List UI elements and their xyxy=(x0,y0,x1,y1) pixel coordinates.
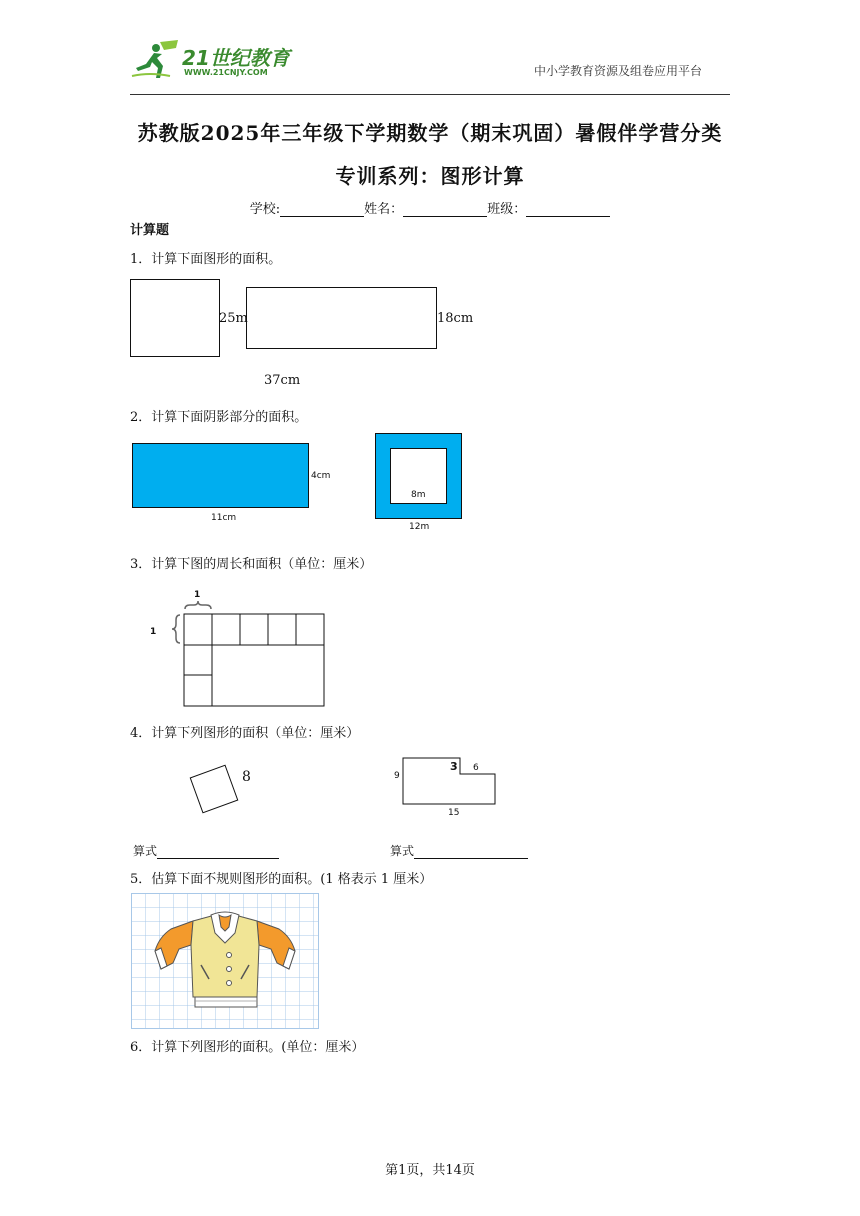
q2-text: 2．计算下面阴影部分的面积。 xyxy=(130,410,308,425)
q2-rect-width-label: 11cm xyxy=(211,513,237,523)
q4-square-label: 8 xyxy=(242,769,251,785)
logo xyxy=(130,38,300,84)
q4-left-label: 9 xyxy=(394,771,400,781)
q4-text: 4．计算下列图形的面积（单位：厘米） xyxy=(130,726,360,741)
logo-text: 21世纪教育 xyxy=(182,46,290,70)
q1-rect-height-label: 18cm xyxy=(437,311,474,326)
q1-square xyxy=(130,279,220,357)
name-label: 姓名： xyxy=(364,202,404,217)
q3-side-label: 1 xyxy=(150,627,157,637)
q4-formula-label: 算式 xyxy=(133,844,158,858)
q5-text: 5．估算下面不规则图形的面积。(1 格表示 1 厘米） xyxy=(130,872,433,887)
q2-inner-label: 8m xyxy=(411,490,426,500)
q2-rect-height-label: 4cm xyxy=(311,471,331,481)
page-title-line1: 苏教版2025年三年级下学期数学（期末巩固）暑假伴学营分类 xyxy=(137,121,723,145)
q3-figure xyxy=(140,585,330,710)
student-info xyxy=(0,198,860,217)
q4-bottom-label: 15 xyxy=(448,808,460,818)
page-footer: 第1页，共14页 xyxy=(385,1163,475,1178)
header-rule xyxy=(130,94,730,95)
q4-notch-label: 3 xyxy=(450,760,458,773)
class-label: 班级： xyxy=(487,202,527,217)
school-label: 学校: xyxy=(249,202,281,217)
q4-tilted-square xyxy=(190,765,239,814)
class-blank[interactable] xyxy=(526,203,610,217)
q4-formula-left[interactable] xyxy=(133,842,279,859)
runner-logo-icon xyxy=(130,38,182,82)
name-blank[interactable] xyxy=(403,203,487,217)
q6-text: 6．计算下列图形的面积。(单位：厘米） xyxy=(130,1040,365,1055)
q1-square-label: 25m xyxy=(219,311,248,326)
q1-rect-width-label: 37cm xyxy=(264,373,301,388)
q5-jacket-grid xyxy=(131,893,319,1029)
q2-shaded-rectangle xyxy=(132,443,309,508)
q4-formula-label-2: 算式 xyxy=(390,844,415,858)
page-title-line2: 专训系列：图形计算 xyxy=(335,164,525,188)
q1-text: 1．计算下面图形的面积。 xyxy=(130,252,282,267)
section-heading: 计算题 xyxy=(130,223,170,238)
q3-text: 3．计算下图的周长和面积（单位：厘米） xyxy=(130,557,373,572)
logo-url: WWW.21CNJY.COM xyxy=(184,68,268,77)
q1-rectangle xyxy=(246,287,437,349)
school-blank[interactable] xyxy=(280,203,364,217)
q4-right-top-label: 6 xyxy=(473,763,479,773)
platform-text: 中小学教育资源及组卷应用平台 xyxy=(534,64,703,78)
q2-outer-label: 12m xyxy=(409,522,430,532)
q4-formula-right[interactable] xyxy=(390,842,528,859)
q3-top-label: 1 xyxy=(194,590,201,600)
